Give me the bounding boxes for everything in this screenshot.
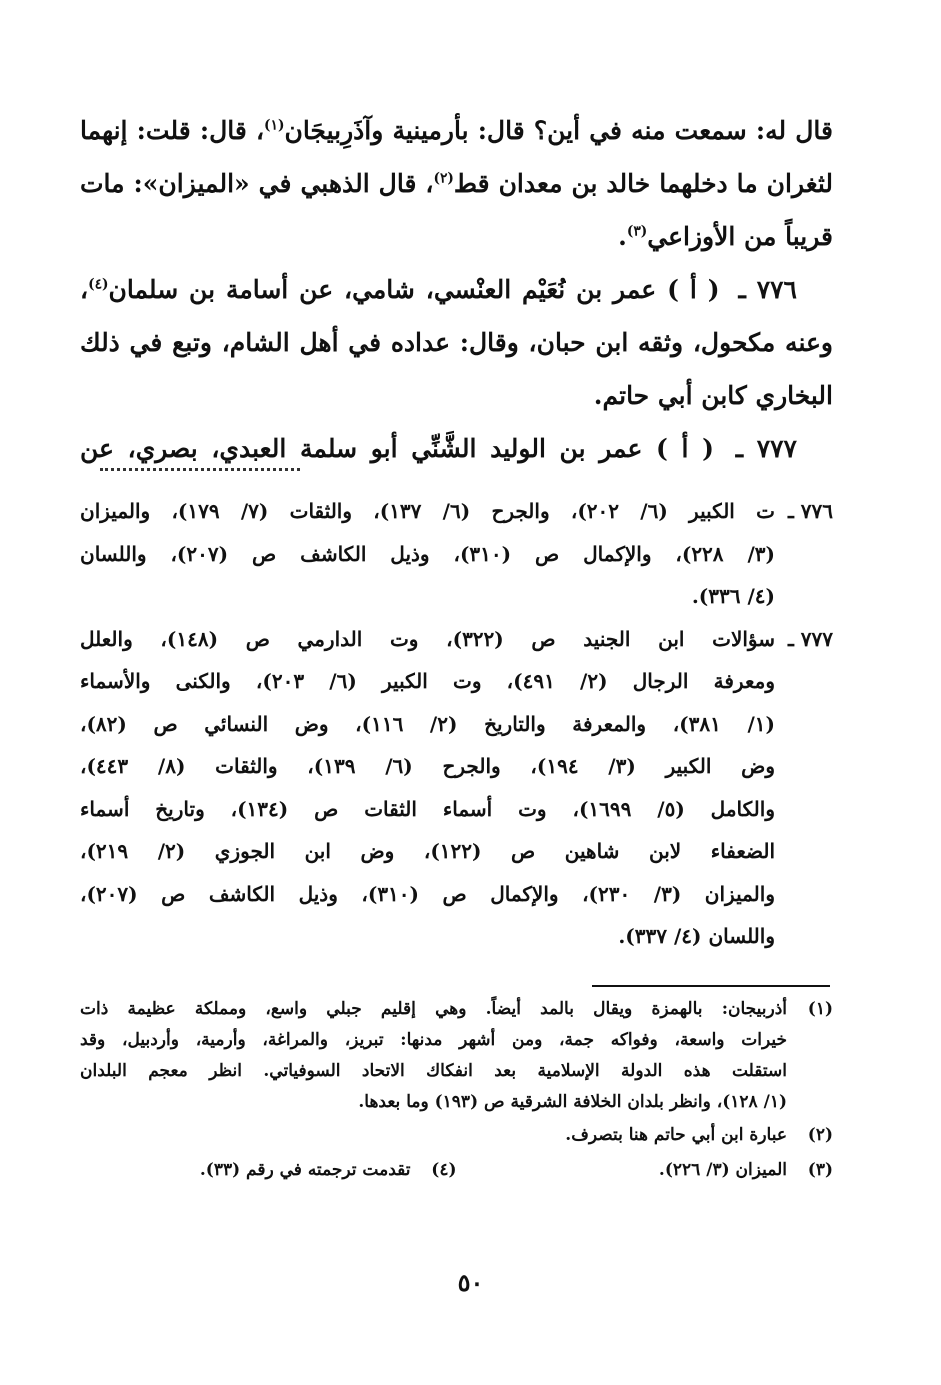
entry-776-line-3	[80, 369, 833, 422]
source-line: (٤/ ٣٣٦).	[691, 584, 775, 608]
footnote-text	[80, 1120, 787, 1151]
footnote-number: (١)	[807, 999, 833, 1019]
footnote-row	[80, 1155, 833, 1186]
entry-text: ( أ ) عمر بن نُعَيْم العنْسي، شامي، عن أسامة بن سلمان	[108, 275, 720, 304]
text-segment: ، قال: قلت: إنهما	[80, 116, 265, 145]
page-number: ٥٠	[457, 1268, 484, 1297]
source-entry-777	[80, 618, 833, 958]
source-number: ٧٧٦ ـ	[787, 499, 833, 523]
footnotes-block	[80, 994, 833, 1186]
main-text	[80, 104, 833, 475]
text-segment: .	[618, 222, 627, 251]
source-line: وض الكبير (٣/ ١٩٤)، والجرح (٦/ ١٣٩)، والثقات (٨/ ٤٤٣)،	[80, 754, 775, 778]
footnote-1	[80, 994, 833, 1118]
text-segment: ،	[80, 275, 89, 304]
footnote-text	[80, 1155, 411, 1186]
footnote-line: عبارة ابن أبي حاتم هنا بتصرف.	[565, 1125, 787, 1145]
footnote-line: تقدمت ترجمته في رقم (٣٣).	[199, 1160, 411, 1180]
entry-number: ٧٧٦ ـ	[738, 275, 797, 304]
source-entry-776	[80, 490, 833, 618]
text-segment: قال له: سمعت منه في أين؟ قال: بأرمينية وآذَرِبيجَان	[284, 116, 833, 145]
footnote-line: استقلت هذه الدولة الإسلامية بعد انفكاك الاتحاد السوفياتي. انظر معجم البلدان	[80, 1061, 787, 1081]
main-line-3	[80, 210, 833, 263]
main-line-1	[80, 104, 833, 157]
footnote-number: (٤)	[431, 1160, 457, 1180]
footnote-line: أذربيجان: بالهمزة ويقال بالمد أيضاً. وهي إقليم جبلي واسع، ومملكة عظيمة ذات	[80, 999, 787, 1019]
footnote-rule	[592, 985, 830, 987]
text-segment: قريباً من الأوزاعي	[647, 222, 833, 251]
source-number: ٧٧٧ ـ	[787, 626, 833, 651]
footnote-line: (١/ ١٢٨)، وانظر بلدان الخلافة الشرقية ص (١٩٣) وما بعدها.	[358, 1092, 787, 1112]
sources-block	[80, 490, 833, 958]
entry-776-line-1	[80, 263, 833, 316]
source-line: (١/ ٣٨١)، والمعرفة والتاريخ (٢/ ١١٦)، وض النسائي ص (٨٢)،	[80, 711, 775, 736]
entry-text: وعنه مكحول، وثقه ابن حبان، وقال: عداده في أهل الشام، وتبع في ذلك	[80, 328, 833, 357]
source-line: (٣/ ٢٢٨)، والإكمال ص (٣١٠)، وذيل الكاشف ص (٢٠٧)، واللسان	[80, 541, 775, 566]
text-segment: ، قال الذهبي في «الميزان»: مات	[80, 169, 434, 198]
source-line: والميزان (٣/ ٢٣٠)، والإكمال ص (٣١٠)، وذيل الكاشف ص (٢٠٧)،	[80, 881, 775, 906]
footnote-ref[interactable]: (٣)	[626, 223, 648, 240]
footnote-4	[80, 1155, 457, 1186]
entry-776-line-2	[80, 316, 833, 369]
footnote-line: الميزان (٣/ ٢٢٦).	[658, 1160, 787, 1180]
source-line: واللسان (٤/ ٣٣٧).	[618, 924, 775, 948]
footnote-number: (٣)	[807, 1160, 833, 1180]
footnote-ref[interactable]: (٢)	[433, 170, 454, 187]
source-line: ت الكبير (٦/ ٢٠٢)، والجرح (٦/ ١٣٧)، والثقات (٧/ ١٧٩)، والميزان	[80, 499, 775, 523]
entry-text: ( أ ) عمر بن الوليد الشَّنِّي أبو سلمة العبدي، بصري، عن	[80, 434, 715, 463]
dotted-separator	[100, 468, 300, 471]
text-segment: لثغران ما دخلهما خالد بن معدان قط	[453, 169, 833, 198]
source-text	[80, 618, 775, 958]
entry-number: ٧٧٧ ـ	[735, 434, 797, 463]
source-line: الضعفاء لابن شاهين ص (١٢٢)، وض ابن الجوزي (٢/ ٢١٩)،	[80, 839, 775, 863]
footnote-ref[interactable]: (١)	[264, 117, 285, 134]
footnote-line: خيرات واسعة، وفواكه جمة، ومن أشهر مدنها: تبريز، والمراغة، وأرمية، وأردبيل، وقد	[80, 1030, 787, 1050]
entry-text: البخاري كابن أبي حاتم.	[593, 381, 833, 410]
main-line-2	[80, 157, 833, 210]
footnote-2	[80, 1120, 833, 1151]
source-line: والكامل (٥/ ١٦٩٩)، وت أسماء الثقات ص (١٣٤)، وتاريخ أسماء	[80, 796, 775, 821]
source-line: سؤالات ابن الجنيد ص (٣٢٢)، وت الدارمي ص (١٤٨)، والعلل	[80, 626, 775, 651]
footnote-text	[80, 994, 787, 1118]
footnote-number: (٢)	[807, 1125, 833, 1145]
source-text	[80, 490, 775, 618]
source-line: ومعرفة الرجال (٢/ ٤٩١)، وت الكبير (٦/ ٢٠٣)، والكنى والأسماء	[80, 669, 775, 693]
footnote-3	[457, 1155, 834, 1186]
footnote-ref[interactable]: (٤)	[88, 276, 109, 293]
footnote-text	[457, 1155, 788, 1186]
